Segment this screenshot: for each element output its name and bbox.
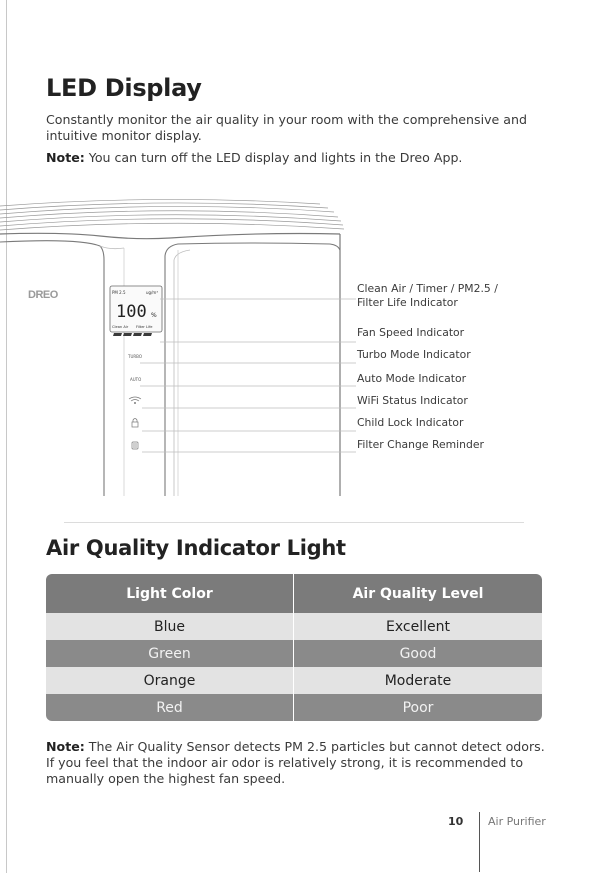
section-divider xyxy=(64,522,524,523)
note-label: Note: xyxy=(46,739,85,754)
air-quality-note xyxy=(46,739,556,787)
screen-unit: ug/m³ xyxy=(146,290,158,295)
callout-turbo-mode: Turbo Mode Indicator xyxy=(357,348,471,361)
callout-fan-speed: Fan Speed Indicator xyxy=(357,326,465,339)
page-number: 10 xyxy=(448,815,464,828)
footer-product-name: Air Purifier xyxy=(488,815,546,828)
screen-pm-label: PM 2.5 xyxy=(112,290,126,295)
panel-inner-left xyxy=(100,246,124,249)
wifi-icon xyxy=(129,397,141,404)
callout-child-lock: Child Lock Indicator xyxy=(357,416,464,429)
screen-value: 100 xyxy=(116,302,147,322)
note-text: You can turn off the LED display and lights in the Dreo App. xyxy=(84,150,463,165)
table-row xyxy=(46,667,542,694)
table-cell-level: Good xyxy=(294,640,542,667)
table-row xyxy=(46,640,542,667)
purifier-top-grille xyxy=(0,199,344,230)
fan-speed-bars xyxy=(113,333,152,336)
led-display-title: LED Display xyxy=(46,74,202,102)
auto-label: AUTO xyxy=(130,377,142,382)
table-cell-level: Moderate xyxy=(294,667,542,694)
purifier-top-rim xyxy=(0,233,340,238)
screen-percent: % xyxy=(151,312,157,319)
table-cell-level: Excellent xyxy=(294,613,542,640)
table-cell-color: Blue xyxy=(46,613,294,640)
table-cell-color: Red xyxy=(46,694,294,721)
header-air-quality-level: Air Quality Level xyxy=(294,574,542,613)
table-cell-color: Green xyxy=(46,640,294,667)
note-label: Note: xyxy=(46,150,85,165)
turbo-label: TURBO xyxy=(128,354,142,359)
screen-filter-life: Filter Life xyxy=(136,325,153,329)
callout-filter-change: Filter Change Reminder xyxy=(357,438,484,451)
callout-wifi-status: WiFi Status Indicator xyxy=(357,394,468,407)
dreo-logo: DREO xyxy=(28,289,58,301)
table-cell-level: Poor xyxy=(294,694,542,721)
table-row xyxy=(46,694,542,721)
lock-icon xyxy=(132,419,138,428)
panel-inner-right xyxy=(174,250,190,496)
led-note xyxy=(46,150,566,166)
air-quality-title: Air Quality Indicator Light xyxy=(46,536,346,560)
note-text: The Air Quality Sensor detects PM 2.5 particles but cannot detect odors. If you feel that the indoor air odor is relatively strong, it is recommended to manually open the highest fan speed. xyxy=(46,739,545,786)
callout-auto-mode: Auto Mode Indicator xyxy=(357,372,467,385)
callout-lines xyxy=(140,299,356,452)
table-cell-color: Orange xyxy=(46,667,294,694)
air-quality-table xyxy=(46,574,542,721)
header-light-color: Light Color xyxy=(46,574,294,613)
filter-icon xyxy=(132,442,138,449)
footer-divider xyxy=(479,812,480,872)
panel-left-edge xyxy=(0,241,104,496)
led-intro-text: Constantly monitor the air quality in your room with the comprehensive and intuitive monitor display. xyxy=(46,112,527,143)
air-purifier-illustration xyxy=(0,190,604,502)
callout-clean-air: Clean Air / Timer / PM2.5 / xyxy=(357,282,498,295)
callout-filter-life: Filter Life Indicator xyxy=(357,296,458,309)
table-row xyxy=(46,613,542,640)
table-header-row xyxy=(46,574,542,613)
panel-right-edge xyxy=(165,243,340,496)
screen-clean-air: Clean Air xyxy=(112,325,129,329)
